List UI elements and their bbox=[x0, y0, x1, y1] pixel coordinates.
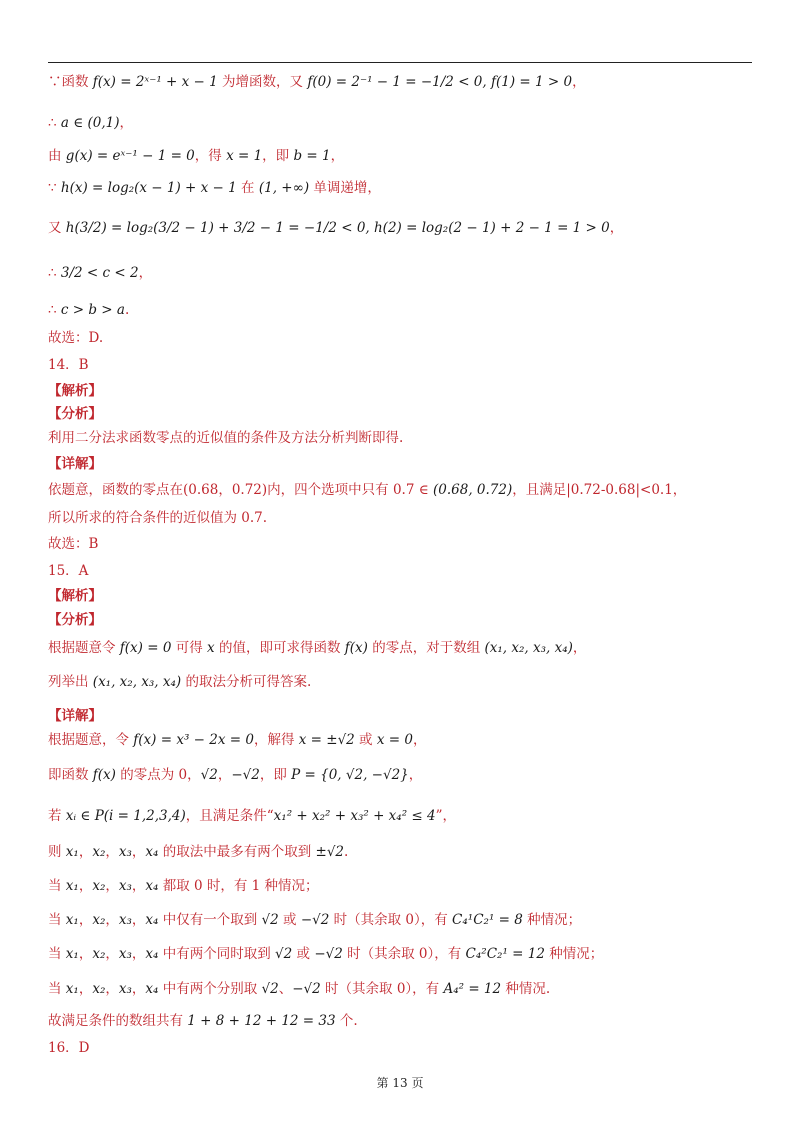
math-expression: x₄ bbox=[145, 912, 159, 928]
text-line bbox=[48, 178, 381, 198]
text-run: ， bbox=[131, 844, 146, 860]
text-run: ， bbox=[131, 912, 146, 928]
text-line bbox=[48, 610, 102, 630]
text-run: ， bbox=[78, 946, 93, 962]
math-expression: x = 0 bbox=[376, 732, 413, 748]
math-expression: √2 bbox=[261, 981, 279, 997]
math-expression: 3/2 < c < 2 bbox=[60, 265, 139, 281]
text-run: ，即 bbox=[259, 767, 292, 783]
math-expression: P = {0, √2, −√2} bbox=[291, 767, 409, 783]
text-line bbox=[48, 146, 344, 166]
text-line bbox=[48, 381, 102, 401]
text-line bbox=[48, 328, 103, 348]
text-run: ∵ bbox=[48, 180, 61, 196]
text-line bbox=[48, 806, 456, 826]
math-expression: x₂ bbox=[92, 878, 106, 894]
text-line bbox=[48, 842, 348, 862]
text-line bbox=[48, 561, 88, 581]
math-expression: −√2 bbox=[292, 981, 321, 997]
text-run: 种情况； bbox=[522, 912, 582, 928]
math-expression: xᵢ ∈ P(i = 1,2,3,4) bbox=[65, 808, 186, 824]
text-line bbox=[48, 113, 133, 133]
text-run: 可得 bbox=[171, 640, 208, 656]
math-expression: x₃ bbox=[118, 946, 132, 962]
math-expression: (x₁, x₂, x₃, x₄) bbox=[484, 640, 573, 656]
text-run: 时（其余取 0），有 bbox=[320, 981, 444, 997]
text-run: ， bbox=[572, 74, 586, 90]
math-expression: (1, +∞) bbox=[258, 180, 310, 196]
math-expression: −√2 bbox=[314, 946, 343, 962]
text-run: 种情况； bbox=[544, 946, 604, 962]
text-run: 单调递增， bbox=[309, 180, 381, 196]
math-expression: f(x) bbox=[344, 640, 368, 656]
text-run: ，即 bbox=[262, 148, 294, 164]
math-expression: f(x) = x³ − 2x = 0 bbox=[133, 732, 254, 748]
math-expression: x₃ bbox=[118, 844, 132, 860]
text-run: ， bbox=[78, 912, 93, 928]
text-line bbox=[48, 72, 586, 92]
text-run: ”， bbox=[435, 808, 456, 824]
math-expression: √2 bbox=[275, 946, 293, 962]
text-line bbox=[48, 638, 586, 658]
text-run: ∵函数 bbox=[48, 74, 93, 90]
text-line bbox=[48, 218, 623, 238]
text-run: ， bbox=[131, 981, 146, 997]
text-run: . bbox=[124, 302, 130, 318]
text-run: 的取法分析可得答案. bbox=[181, 674, 312, 690]
math-expression: x₃ bbox=[118, 981, 132, 997]
math-expression: x₃ bbox=[118, 912, 132, 928]
text-line bbox=[48, 765, 422, 785]
text-run: ，且满足条件“ bbox=[185, 808, 274, 824]
text-line bbox=[48, 1038, 90, 1058]
text-run: 故选：B bbox=[48, 536, 99, 552]
text-run: ， bbox=[131, 878, 146, 894]
math-expression: (x₁, x₂, x₃, x₄) bbox=[92, 674, 182, 690]
text-run: 故选：D. bbox=[48, 330, 104, 346]
text-run: 15．A bbox=[48, 563, 89, 579]
text-line bbox=[48, 480, 686, 500]
math-expression: x₃ bbox=[118, 878, 132, 894]
text-line bbox=[48, 534, 98, 554]
text-run: 当 bbox=[48, 946, 66, 962]
math-expression: x₂ bbox=[92, 946, 106, 962]
math-expression: f(x) bbox=[92, 767, 116, 783]
text-run: 时（其余取 0），有 bbox=[342, 946, 466, 962]
math-expression: c > b > a bbox=[60, 302, 125, 318]
text-line bbox=[48, 672, 311, 692]
text-run: 当 bbox=[48, 981, 66, 997]
text-run: ∴ bbox=[48, 115, 61, 131]
math-expression: f(x) = 0 bbox=[119, 640, 172, 656]
text-run: ， bbox=[105, 946, 119, 962]
math-expression: x₄ bbox=[145, 946, 159, 962]
math-expression: √2 bbox=[261, 912, 279, 928]
math-expression: x₁ bbox=[65, 981, 79, 997]
math-expression: −√2 bbox=[231, 767, 260, 783]
text-line bbox=[48, 944, 603, 964]
text-run: ， bbox=[330, 148, 345, 164]
math-expression: 1 + 8 + 12 + 12 = 33 bbox=[187, 1013, 336, 1029]
text-run: 为增函数，又 bbox=[217, 74, 308, 90]
math-expression: x₁² + x₂² + x₃² + x₄² ≤ 4 bbox=[273, 808, 436, 824]
text-run: 利用二分法求函数零点的近似值的条件及方法分析判断即得. bbox=[48, 430, 404, 446]
text-run: ， bbox=[105, 981, 119, 997]
text-run: 中有两个同时取到 bbox=[158, 946, 276, 962]
text-run: 故满足条件的数组共有 bbox=[48, 1013, 188, 1029]
text-run: ， bbox=[105, 878, 119, 894]
text-run: 根据题意，令 bbox=[48, 732, 134, 748]
text-run: 中有两个分别取 bbox=[158, 981, 262, 997]
text-run: 中仅有一个取到 bbox=[158, 912, 262, 928]
text-run: ， bbox=[78, 981, 93, 997]
text-line bbox=[48, 454, 102, 474]
text-run: 都取 0 时，有 1 种情况； bbox=[158, 878, 319, 894]
text-line bbox=[48, 730, 426, 750]
math-expression: x₁ bbox=[65, 878, 79, 894]
math-expression: C₄¹C₂¹ = 8 bbox=[452, 912, 523, 928]
text-run: ∴ bbox=[48, 302, 61, 318]
text-run: 由 bbox=[48, 148, 66, 164]
text-run: 、 bbox=[278, 981, 293, 997]
text-run: 16．D bbox=[48, 1040, 90, 1056]
text-run: ， bbox=[138, 265, 153, 281]
text-run: ，且满足|0.72-0.68|<0.1， bbox=[512, 482, 687, 498]
text-run: 又 bbox=[48, 220, 66, 236]
text-line bbox=[48, 706, 102, 726]
math-expression: b = 1 bbox=[293, 148, 331, 164]
math-expression: f(x) = 2ˣ⁻¹ + x − 1 bbox=[92, 74, 218, 90]
text-run: 列举出 bbox=[48, 674, 93, 690]
text-run: 个. bbox=[335, 1013, 358, 1029]
text-run: 【解析】 bbox=[48, 383, 102, 399]
text-run: ， bbox=[572, 640, 587, 656]
text-run: 的取法中最多有两个取到 bbox=[158, 844, 316, 860]
text-line bbox=[48, 876, 319, 896]
text-run: . bbox=[344, 844, 349, 860]
text-run: 【解析】 bbox=[48, 588, 102, 604]
text-line bbox=[48, 508, 267, 528]
text-run: 当 bbox=[48, 878, 66, 894]
math-expression: A₄² = 12 bbox=[443, 981, 502, 997]
text-line bbox=[48, 263, 152, 283]
text-run: 【分析】 bbox=[48, 406, 102, 422]
text-run: 即函数 bbox=[48, 767, 93, 783]
text-run: ， bbox=[217, 767, 232, 783]
text-line bbox=[48, 404, 102, 424]
text-run: ， bbox=[105, 912, 119, 928]
text-run: 则 bbox=[48, 844, 66, 860]
text-run: ， bbox=[105, 844, 119, 860]
math-expression: h(3/2) = log₂(3/2 − 1) + 3/2 − 1 = −1/2 < 0, h(2) = log₂(2 − 1) + 2 − 1 = 1 > 0 bbox=[65, 220, 610, 236]
text-run: 若 bbox=[48, 808, 66, 824]
math-expression: C₄²C₂¹ = 12 bbox=[465, 946, 545, 962]
text-run: 【详解】 bbox=[48, 708, 102, 724]
text-run: 根据题意令 bbox=[48, 640, 120, 656]
text-run: ， bbox=[412, 732, 427, 748]
math-expression: ±√2 bbox=[315, 844, 345, 860]
text-line bbox=[48, 428, 403, 448]
math-expression: x₄ bbox=[145, 981, 159, 997]
text-run: 或 bbox=[278, 912, 301, 928]
math-expression: x bbox=[207, 640, 215, 656]
math-expression: f(0) = 2⁻¹ − 1 = −1/2 < 0, f(1) = 1 > 0 bbox=[307, 74, 573, 90]
math-expression: h(x) = log₂(x − 1) + x − 1 bbox=[60, 180, 237, 196]
text-line bbox=[48, 300, 129, 320]
page-number: 第 13 页 bbox=[376, 1076, 424, 1090]
text-run: 的值，即可求得函数 bbox=[214, 640, 345, 656]
text-run: 当 bbox=[48, 912, 66, 928]
math-expression: −√2 bbox=[300, 912, 330, 928]
text-run: ，得 bbox=[194, 148, 227, 164]
text-run: 【详解】 bbox=[48, 456, 102, 472]
text-run: ， bbox=[78, 844, 93, 860]
text-run: ， bbox=[609, 220, 624, 236]
text-line bbox=[48, 979, 550, 999]
text-run: 种情况. bbox=[501, 981, 551, 997]
text-run: 所以所求的符合条件的近似值为 0.7. bbox=[48, 510, 268, 526]
math-expression: (0.68, 0.72) bbox=[433, 482, 513, 498]
text-line bbox=[48, 355, 89, 375]
text-run: ， bbox=[78, 878, 93, 894]
math-expression: √2 bbox=[200, 767, 218, 783]
math-expression: a ∈ (0,1) bbox=[60, 115, 120, 131]
math-expression: x₁ bbox=[65, 946, 79, 962]
text-run: ，解得 bbox=[253, 732, 299, 748]
text-run: 依题意，函数的零点在(0.68，0.72)内，四个选项中只有 0.7 ∈ bbox=[48, 482, 433, 498]
text-run: 在 bbox=[236, 180, 259, 196]
math-expression: x = 1 bbox=[226, 148, 263, 164]
text-run: 的零点，对于数组 bbox=[367, 640, 485, 656]
text-line bbox=[48, 910, 581, 930]
header-rule bbox=[48, 62, 752, 63]
math-expression: x₄ bbox=[145, 878, 159, 894]
math-expression: g(x) = eˣ⁻¹ − 1 = 0 bbox=[65, 148, 195, 164]
math-expression: x₂ bbox=[92, 912, 106, 928]
text-run: 的零点为 0， bbox=[115, 767, 201, 783]
text-line bbox=[48, 1011, 358, 1031]
text-run: ， bbox=[408, 767, 423, 783]
text-line bbox=[48, 586, 102, 606]
text-run: 时（其余取 0），有 bbox=[329, 912, 453, 928]
math-expression: x = ±√2 bbox=[298, 732, 355, 748]
text-run: 14．B bbox=[48, 357, 89, 373]
math-expression: x₁ bbox=[65, 912, 79, 928]
math-expression: x₁ bbox=[65, 844, 79, 860]
text-run: 或 bbox=[354, 732, 377, 748]
math-expression: x₂ bbox=[92, 844, 106, 860]
text-run: ， bbox=[119, 115, 134, 131]
text-run: 或 bbox=[292, 946, 315, 962]
text-run: ∴ bbox=[48, 265, 61, 281]
math-expression: x₄ bbox=[145, 844, 159, 860]
math-expression: x₂ bbox=[92, 981, 106, 997]
text-run: 【分析】 bbox=[48, 612, 102, 628]
text-run: ， bbox=[131, 946, 146, 962]
